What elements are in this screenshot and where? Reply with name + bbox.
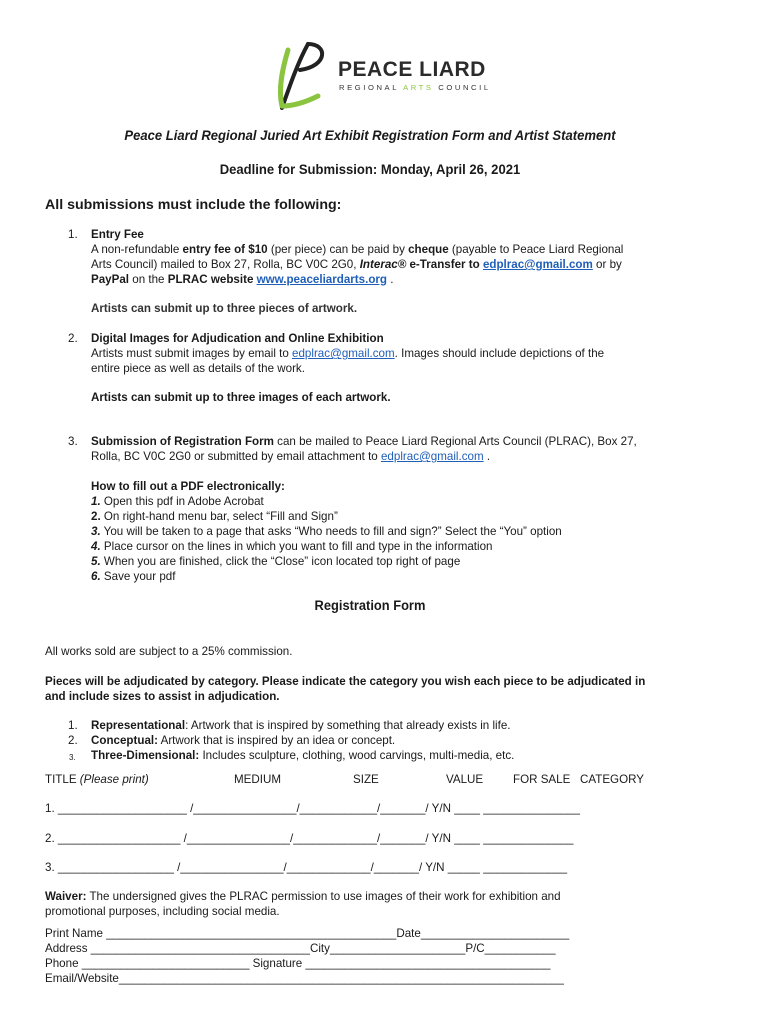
item3-line2: Rolla, BC V0C 2G0 or submitted by email attachment to edplrac@gmail.com . — [91, 450, 491, 463]
must-include-heading: All submissions must include the following: — [45, 197, 342, 213]
col-size: SIZE — [353, 773, 379, 786]
col-value: VALUE — [446, 773, 484, 786]
step-2: 2. On right-hand menu bar, select “Fill and Sign” — [91, 510, 338, 523]
entry-row-2[interactable]: 2. ___________________ /________________/_____________/_______/ Y/N ____ ______________ — [45, 832, 574, 845]
item1-line2: Arts Council) mailed to Box 27, Rolla, BC V0C 2G0, Interac® e-Transfer to edplrac@gmail.com or by — [91, 258, 622, 271]
website-link[interactable]: www.peaceliardarts.org — [256, 273, 387, 286]
logo-name: PEACE LIARD — [338, 58, 486, 81]
step-1: 1. Open this pdf in Adobe Acrobat — [91, 495, 264, 508]
print-name-date-field[interactable]: Print Name _____________________________________________Date_______________________ — [45, 927, 570, 940]
step-4: 4. Place cursor on the lines in which you want to fill and type in the information — [91, 540, 493, 553]
category-2: Conceptual: Artwork that is inspired by an idea or concept. — [91, 734, 396, 747]
col-category: CATEGORY — [580, 773, 644, 786]
commission-note: All works sold are subject to a 25% commission. — [45, 645, 293, 658]
adjudication-line1: Pieces will be adjudicated by category. Please indicate the category you wish each piece to be adjudicated in — [45, 675, 646, 688]
category-3: Three-Dimensional: Includes sculpture, clothing, wood carvings, multi-media, etc. — [91, 749, 515, 762]
item2-heading: Digital Images for Adjudication and Online Exhibition — [91, 332, 384, 345]
item1-heading: Entry Fee — [91, 228, 144, 241]
address-city-pc-field[interactable]: Address __________________________________City_____________________P/C___________ — [45, 942, 556, 955]
plrac-logo — [268, 40, 508, 110]
email-website-field[interactable]: Email/Website_____________________________________________________________________ — [45, 972, 564, 985]
step-5: 5. When you are finished, click the “Close” icon located top right of page — [91, 555, 461, 568]
item2-number: 2. — [68, 332, 78, 345]
item1-line3: PayPal on the PLRAC website www.peaceliardarts.org . — [91, 273, 394, 286]
pl-monogram-icon — [268, 40, 338, 112]
item2-line2: entire piece as well as details of the work. — [91, 362, 305, 375]
item2-line1: Artists must submit images by email to edplrac@gmail.com. Images should include depictions of the — [91, 347, 605, 360]
email-link[interactable]: edplrac@gmail.com — [482, 258, 593, 271]
col-medium: MEDIUM — [234, 773, 282, 786]
form-title: Peace Liard Regional Juried Art Exhibit Registration Form and Artist Statement — [124, 128, 616, 143]
category-3-number: 3. — [69, 753, 76, 762]
waiver-line2: promotional purposes, including social media. — [45, 905, 280, 918]
item1-number: 1. — [68, 228, 78, 241]
entry-row-3[interactable]: 3. __________________ /________________/_____________/_______/ Y/N _____ _____________ — [45, 861, 568, 874]
item2-note: Artists can submit up to three images of each artwork. — [91, 391, 391, 404]
adjudication-line2: and include sizes to assist in adjudication. — [45, 690, 280, 703]
email-link[interactable]: edplrac@gmail.com — [380, 450, 484, 463]
waiver-line1: Waiver: The undersigned gives the PLRAC permission to use images of their work for exhibition and — [45, 890, 561, 903]
howto-heading: How to fill out a PDF electronically: — [91, 480, 285, 493]
item3-number: 3. — [68, 435, 78, 448]
category-2-number: 2. — [68, 734, 78, 747]
deadline: Deadline for Submission: Monday, April 26, 2021 — [219, 162, 521, 177]
category-1-number: 1. — [68, 719, 78, 732]
step-3: 3. You will be taken to a page that asks “Who needs to fill and sign?” Select the “You” option — [91, 525, 562, 538]
item1-note: Artists can submit up to three pieces of artwork. — [91, 302, 358, 315]
entry-row-1[interactable]: 1. ____________________ /________________/____________/_______/ Y/N ____ _______________ — [45, 802, 580, 815]
col-forsale: FOR SALE — [513, 773, 571, 786]
item3-line1: Submission of Registration Form can be mailed to Peace Liard Regional Arts Council (PLRAC), Box 27, — [91, 435, 637, 448]
phone-signature-field[interactable]: Phone __________________________ Signature ______________________________________ — [45, 957, 551, 970]
item1-line1: A non-refundable entry fee of $10 (per piece) can be paid by cheque (payable to Peace Liard Regional — [91, 243, 624, 256]
logo-subtitle: REGIONAL ARTS COUNCIL — [339, 83, 491, 92]
step-6: 6. Save your pdf — [91, 570, 176, 583]
email-link[interactable]: edplrac@gmail.com — [292, 347, 395, 360]
category-1: Representational: Artwork that is inspired by something that already exists in life. — [91, 719, 511, 732]
registration-heading: Registration Form — [314, 598, 426, 613]
col-title: TITLE (Please print) — [45, 773, 149, 786]
